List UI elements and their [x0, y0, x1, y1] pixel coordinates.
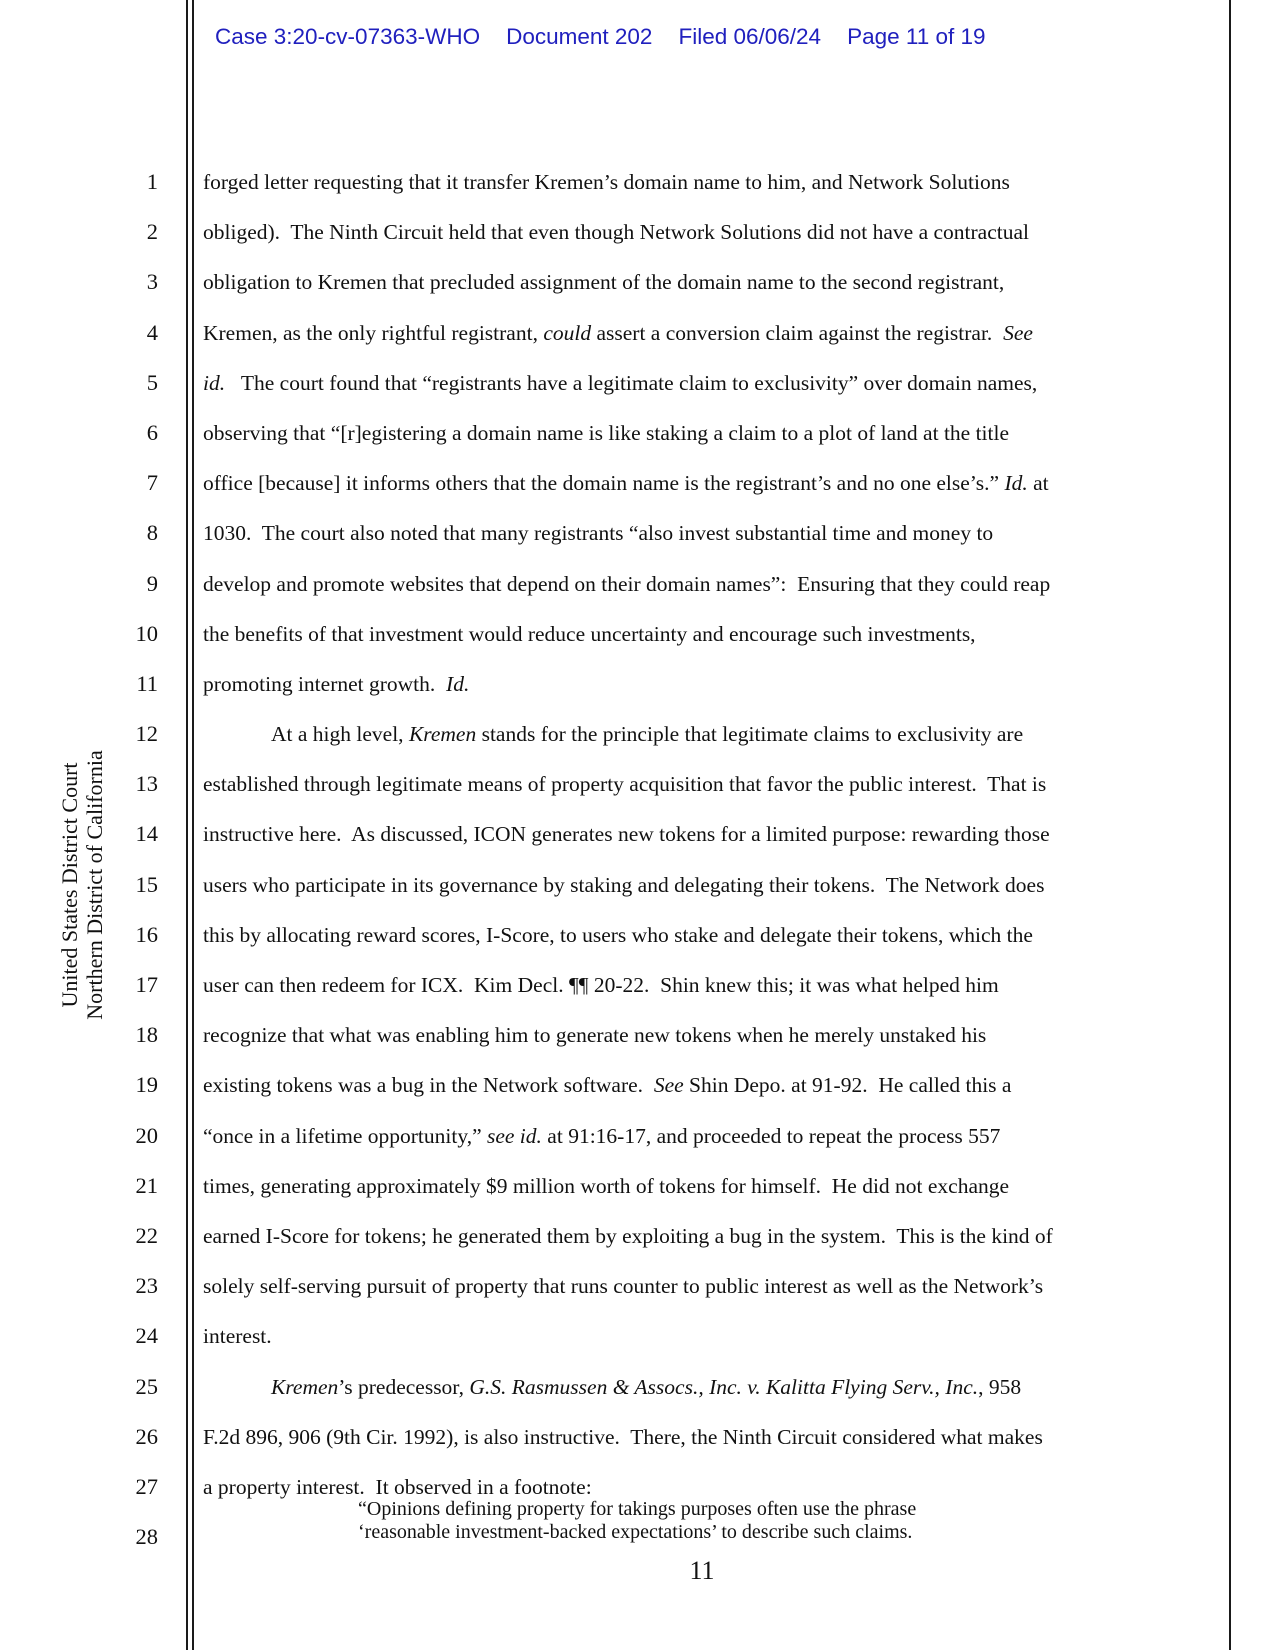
- line-number: 27: [135, 1473, 158, 1499]
- body-line: obliged). The Ninth Circuit held that even though Network Solutions did not have a contractual: [203, 220, 1029, 245]
- body-line: 1030. The court also noted that many registrants “also invest substantial time and money to: [203, 521, 994, 546]
- footnote-blockquote: [358, 1498, 916, 1544]
- body-line: earned I-Score for tokens; he generated them by exploiting a bug in the system. This is the kind of: [203, 1223, 1053, 1248]
- line-number: 17: [135, 972, 158, 997]
- body-line: At a high level, Kremen stands for the principle that legitimate claims to exclusivity are: [271, 722, 1024, 747]
- body-line: obligation to Kremen that precluded assignment of the domain name to the second registrant,: [203, 270, 1005, 295]
- line-number: 1: [146, 169, 158, 194]
- line-number: 5: [146, 369, 158, 395]
- body-line: Kremen’s predecessor, G.S. Rasmussen & Assocs., Inc. v. Kalitta Flying Serv., Inc., 958: [271, 1374, 1022, 1399]
- line-number: 4: [146, 319, 158, 345]
- body-line: office [because] it informs others that the domain name is the registrant’s and no one else’s.” Id. at: [203, 471, 1049, 496]
- blockquote-line: ‘reasonable investment-backed expectations’ to describe such claims.: [358, 1521, 913, 1543]
- document-number: Document 202: [506, 24, 653, 49]
- body-line: recognize that what was enabling him to generate new tokens when he merely unstaked his: [203, 1023, 987, 1048]
- line-number: 13: [135, 771, 158, 797]
- line-number: 18: [135, 1022, 158, 1048]
- line-number: 10: [135, 620, 158, 646]
- left-rule-outer: [186, 0, 188, 1650]
- line-number-column: [112, 157, 158, 1562]
- body-line: solely self-serving pursuit of property that runs counter to public interest as well as the Network’s: [203, 1274, 1044, 1299]
- body-line: id. The court found that “registrants have a legitimate claim to exclusivity” over domain names,: [203, 370, 1038, 395]
- page-count: Page 11 of 19: [847, 24, 986, 49]
- body-line: existing tokens was a bug in the Network software. See Shin Depo. at 91-92. He called this a: [203, 1073, 1012, 1098]
- line-number: 11: [136, 670, 158, 696]
- body-line: develop and promote websites that depend on their domain names”: Ensuring that they could reap: [203, 571, 1051, 596]
- body-line: times, generating approximately $9 million worth of tokens for himself. He did not exchange: [203, 1173, 1010, 1198]
- body-line: established through legitimate means of property acquisition that favor the public interest. That is: [203, 772, 1047, 797]
- body-line: “once in a lifetime opportunity,” see id. at 91:16-17, and proceeded to repeat the process 557: [203, 1123, 1001, 1148]
- line-number: 9: [146, 570, 158, 596]
- case-header-stamp: [215, 24, 986, 50]
- line-number: 7: [146, 470, 158, 496]
- left-rule-inner: [192, 0, 194, 1650]
- line-number: 2: [146, 219, 158, 245]
- line-number: 25: [135, 1373, 158, 1399]
- line-number: 22: [135, 1222, 158, 1248]
- filed-date: Filed 06/06/24: [678, 24, 822, 49]
- body-line: Kremen, as the only rightful registrant, could assert a conversion claim against the registrar. See: [203, 320, 1033, 345]
- line-number: 16: [135, 921, 158, 947]
- body-line: the benefits of that investment would reduce uncertainty and encourage such investments,: [203, 621, 976, 646]
- line-number: 24: [135, 1323, 158, 1349]
- line-number: 6: [146, 419, 158, 445]
- body-line: observing that “[r]egistering a domain name is like staking a claim to a plot of land at the title: [203, 420, 1010, 445]
- body-line: F.2d 896, 906 (9th Cir. 1992), is also instructive. There, the Ninth Circuit considered what makes: [203, 1424, 1043, 1449]
- court-name-vertical: [57, 750, 107, 1019]
- body-line: this by allocating reward scores, I-Score, to users who stake and delegate their tokens, which the: [203, 922, 1033, 947]
- line-number: 8: [146, 520, 158, 546]
- body-line: user can then redeem for ICX. Kim Decl. ¶¶ 20-22. Shin knew this; it was what helped him: [203, 973, 999, 997]
- line-number: 23: [135, 1273, 158, 1299]
- body-line: interest.: [203, 1324, 272, 1349]
- line-number: 14: [135, 821, 158, 847]
- line-number: 28: [135, 1524, 158, 1550]
- line-number: 26: [135, 1423, 158, 1449]
- body-line: users who participate in its governance by staking and delegating their tokens. The Network does: [203, 872, 1045, 897]
- court-name-line1: United States District Court: [57, 762, 82, 1008]
- case-number: Case 3:20-cv-07363-WHO: [215, 24, 481, 49]
- body-line: instructive here. As discussed, ICON generates new tokens for a limited purpose: rewarding those: [203, 822, 1050, 847]
- blockquote-line: “Opinions defining property for takings purposes often use the phrase: [358, 1498, 917, 1520]
- body-line: forged letter requesting that it transfer Kremen’s domain name to him, and Network Solutions: [203, 170, 1010, 194]
- body-line: a property interest. It observed in a footnote:: [203, 1474, 592, 1499]
- line-number: 21: [135, 1172, 158, 1198]
- right-rule: [1229, 0, 1231, 1650]
- court-name-line2: Northern District of California: [82, 750, 107, 1020]
- line-number: 19: [135, 1072, 158, 1098]
- page-number: 11: [689, 1556, 715, 1585]
- line-number: 3: [146, 269, 158, 295]
- body-text: [203, 157, 1193, 1512]
- line-number: 15: [135, 871, 158, 897]
- body-line: promoting internet growth. Id.: [203, 671, 470, 696]
- line-number: 12: [135, 721, 158, 747]
- line-number: 20: [135, 1122, 158, 1148]
